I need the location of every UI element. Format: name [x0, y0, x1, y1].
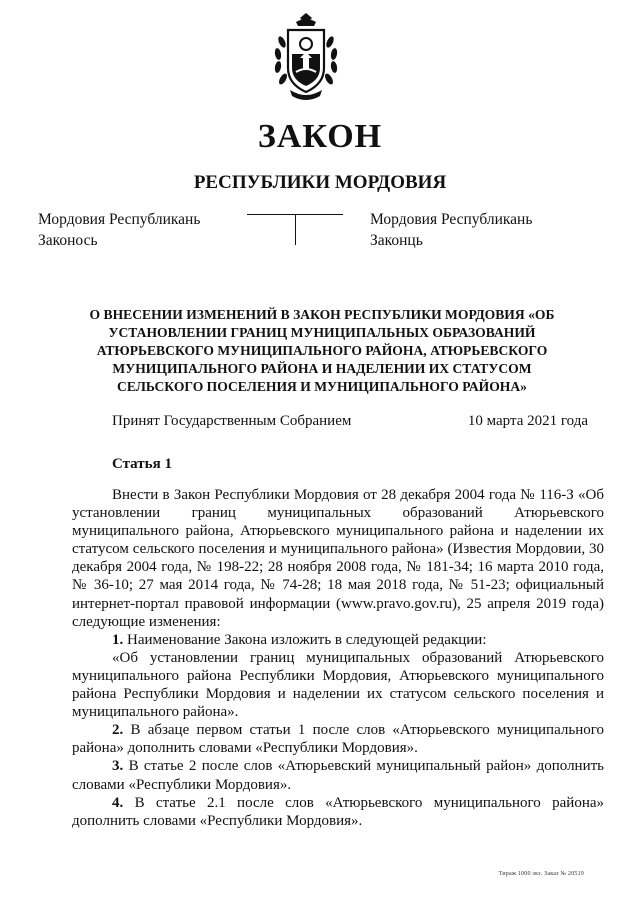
law-title: О ВНЕСЕНИИ ИЗМЕНЕНИЙ В ЗАКОН РЕСПУБЛИКИ МОРДОВИЯ «ОБ УСТАНОВЛЕНИИ ГРАНИЦ МУНИЦИПАЛЬНЫХ ОБРАЗОВАНИЙ АТЮРЬЕВСКОГО МУНИЦИПАЛЬНОГО РАЙОНА, АТЮРЬЕВСКОГО МУНИЦИПАЛЬНОГО РАЙОНА И НАДЕЛЕНИИ ИХ СТАТУСОМ СЕЛЬСКОГО ПОСЕЛЕНИЯ И МУНИЦИПАЛЬНОГО РАЙОНА»: [89, 307, 555, 394]
moksha-line-1: Мордовия Республикань: [38, 211, 201, 228]
article-body: [72, 486, 604, 830]
article-intro: Внести в Закон Республики Мордовия от 28 декабря 2004 года № 116-З «Об установлении границ муниципальных образований Атюрьевского муниципального района, Атюрьевского муниципального района и наделении их статусом сельского поселения и муниципального района» (Известия Мордовии, 30 декабря 2004 года, № 198-22; 28 ноября 2008 года, № 181-34; 16 марта 2010 года, № 36-10; 27 мая 2014 года, № 74-28; 18 мая 2018 года, № 51-23; официальный интернет-портал правовой информации (www.pravo.gov.ru), 25 апреля 2019 года) следующие изменения:: [72, 487, 604, 630]
adopted-date: 10 марта 2021 года: [467, 413, 588, 429]
article-item-4: [72, 794, 604, 830]
moksha-heading-left: [38, 209, 200, 251]
item-number: 1.: [112, 631, 124, 648]
article-item-1-quote: [72, 649, 604, 721]
item-text: «Об установлении границ муниципальных образований Атюрьевского муниципального района Республики Мордовия, Атюрьевского муниципального района Республики Мордовия и наделении их статусом сельского поселения и муниципального района».: [72, 649, 604, 721]
print-run-footer: Тираж 1000 экз. Заказ № 20519: [498, 871, 584, 877]
coat-of-arms-emblem: [270, 12, 342, 100]
article-heading: Статья 1: [112, 456, 172, 472]
erzya-line-1: Мордовия Республикань: [370, 211, 533, 228]
item-number: 3.: [112, 758, 124, 775]
moksha-line-2: Законось: [38, 232, 98, 249]
adopted-by-label: Принят Государственным Собранием: [112, 413, 352, 429]
heading-separator-stem: [295, 214, 296, 245]
page-subtitle: РЕСПУБЛИКИ МОРДОВИЯ: [193, 172, 447, 193]
erzya-heading-right: [370, 209, 532, 251]
article-item-1: [72, 631, 604, 649]
item-text: Наименование Закона изложить в следующей редакции:: [127, 631, 487, 648]
item-number: 4.: [112, 794, 124, 811]
item-text: В статье 2.1 после слов «Атюрьевского муниципального района» дополнить словами «Республики Мордовия».: [72, 794, 604, 829]
article-item-3: [72, 757, 604, 793]
page-title: ЗАКОН: [257, 118, 383, 155]
item-text: В статье 2 после слов «Атюрьевский муниципальный район» дополнить словами «Республики Мордовия».: [72, 758, 604, 793]
item-text: В абзаце первом статьи 1 после слов «Атюрьевского муниципального района» дополнить словами «Республики Мордовия».: [72, 722, 604, 757]
article-item-2: [72, 721, 604, 757]
item-number: 2.: [112, 722, 124, 739]
erzya-line-2: Законць: [370, 232, 423, 249]
